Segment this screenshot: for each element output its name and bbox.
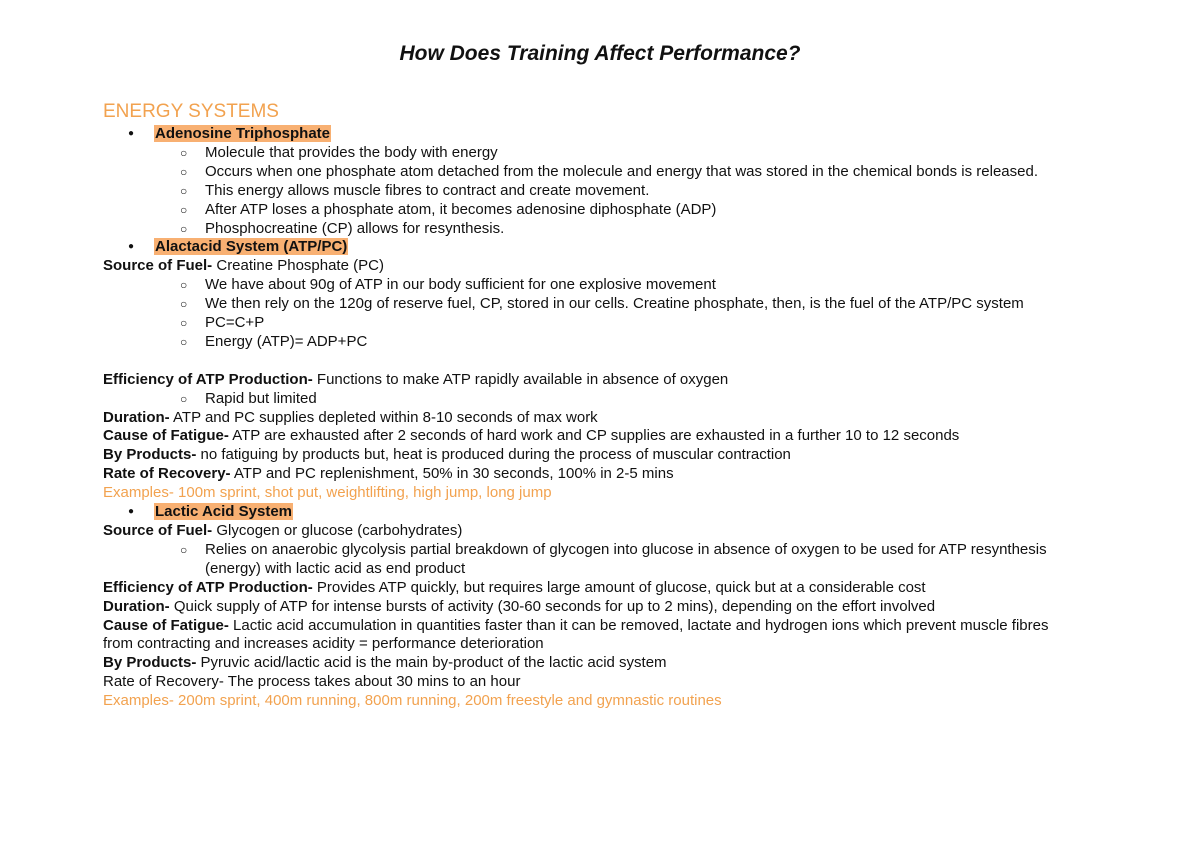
recovery-text: ATP and PC replenishment, 50% in 30 seconds, 100% in 2-5 mins — [230, 465, 674, 483]
alactacid-fuel-point: ○ We then rely on the 120g of reserve fuel, CP, stored in our cells. Creatine phosphate, then, is the fuel of the ATP/PC system — [103, 295, 1103, 314]
atp-point: ○ Occurs when one phosphate atom detached from the molecule and energy that was stored in the chemical bonds is released. — [103, 163, 1103, 182]
alactacid-recovery — [103, 465, 1103, 484]
page-title: How Does Training Affect Performance? — [399, 42, 801, 65]
lactic-fatigue — [103, 617, 1103, 636]
lactic-examples: Examples- 200m sprint, 400m running, 800m running, 200m freestyle and gymnastic routines — [103, 692, 722, 710]
lactic-fatigue-cont: from contracting and increases acidity = performance deterioration — [103, 635, 544, 653]
duration-label: Duration- — [103, 597, 170, 615]
lactic-byproducts — [103, 654, 1103, 673]
duration-text: Quick supply of ATP for intense bursts of activity (30-60 seconds for up to 2 mins), depending on the effort involved — [169, 597, 936, 615]
fuel-text: Creatine Phosphate (PC) — [212, 257, 384, 275]
fuel-label: Source of Fuel- — [103, 257, 213, 275]
efficiency-text: Provides ATP quickly, but requires large amount of glucose, quick but at a considerable cost — [312, 578, 926, 596]
section-heading: ENERGY SYSTEMS — [103, 101, 279, 122]
alactacid-fuel-point: ○ We have about 90g of ATP in our body sufficient for one explosive movement — [103, 276, 1103, 295]
alactacid-fuel-point: ○ Energy (ATP)= ADP+PC — [103, 333, 1103, 352]
duration-label: Duration- — [103, 408, 170, 426]
lactic-recovery: Rate of Recovery- The process takes about 30 mins to an hour — [103, 673, 521, 691]
alactacid-fuel-point: ○ PC=C+P — [103, 314, 1103, 333]
efficiency-text: Functions to make ATP rapidly available in absence of oxygen — [312, 370, 729, 388]
alactacid-byproducts — [103, 446, 1103, 465]
fatigue-text: Lactic acid accumulation in quantities faster than it can be removed, lactate and hydrogen ions which prevent muscle fibres — [228, 616, 1049, 634]
fatigue-label: Cause of Fatigue- — [103, 427, 229, 445]
bullet-lactic — [103, 503, 1103, 522]
spacer — [103, 352, 1103, 371]
atp-point: ○ Phosphocreatine (CP) allows for resynthesis. — [103, 220, 1103, 239]
efficiency-label: Efficiency of ATP Production- — [103, 370, 313, 388]
fuel-label: Source of Fuel- — [103, 522, 213, 540]
alactacid-label: Alactacid System (ATP/PC) — [155, 238, 348, 256]
document-body — [103, 100, 1103, 711]
alactacid-fatigue — [103, 427, 1103, 446]
atp-point: ○ This energy allows muscle fibres to contract and create movement. — [103, 182, 1103, 201]
alactacid-fuel — [103, 257, 1103, 276]
byproducts-text: Pyruvic acid/lactic acid is the main by-product of the lactic acid system — [196, 654, 667, 672]
fuel-text: Glycogen or glucose (carbohydrates) — [212, 522, 463, 540]
duration-text: ATP and PC supplies depleted within 8-10 seconds of max work — [169, 408, 598, 426]
lactic-fuel-point-cont: (energy) with lactic acid as end product — [205, 559, 466, 577]
bullet-atp — [103, 125, 1103, 144]
atp-point: ○ After ATP loses a phosphate atom, it becomes adenosine diphosphate (ADP) — [103, 201, 1103, 220]
alactacid-examples: Examples- 100m sprint, shot put, weightlifting, high jump, long jump — [103, 484, 552, 502]
lactic-fuel — [103, 522, 1103, 541]
lactic-duration — [103, 598, 1103, 617]
byproducts-label: By Products- — [103, 654, 197, 672]
efficiency-label: Efficiency of ATP Production- — [103, 578, 313, 596]
alactacid-duration — [103, 409, 1103, 428]
fatigue-label: Cause of Fatigue- — [103, 616, 229, 634]
fatigue-text: ATP are exhausted after 2 seconds of hard work and CP supplies are exhausted in a further 10 to 12 seconds — [228, 427, 960, 445]
lactic-efficiency — [103, 579, 1103, 598]
byproducts-label: By Products- — [103, 446, 197, 464]
lactic-label: Lactic Acid System — [155, 503, 292, 521]
atp-point: ○ Molecule that provides the body with energy — [103, 144, 1103, 163]
alactacid-efficiency — [103, 371, 1103, 390]
lactic-fuel-point: ○ Relies on anaerobic glycolysis partial breakdown of glycogen into glucose in absence of oxygen to be used for ATP resynthesis — [103, 541, 1103, 560]
recovery-label: Rate of Recovery- — [103, 465, 231, 483]
byproducts-text: no fatiguing by products but, heat is produced during the process of muscular contraction — [196, 446, 791, 464]
alactacid-efficiency-point: ○ Rapid but limited — [103, 390, 1103, 409]
atp-label: Adenosine Triphosphate — [155, 125, 331, 142]
bullet-alactacid — [103, 238, 1103, 257]
